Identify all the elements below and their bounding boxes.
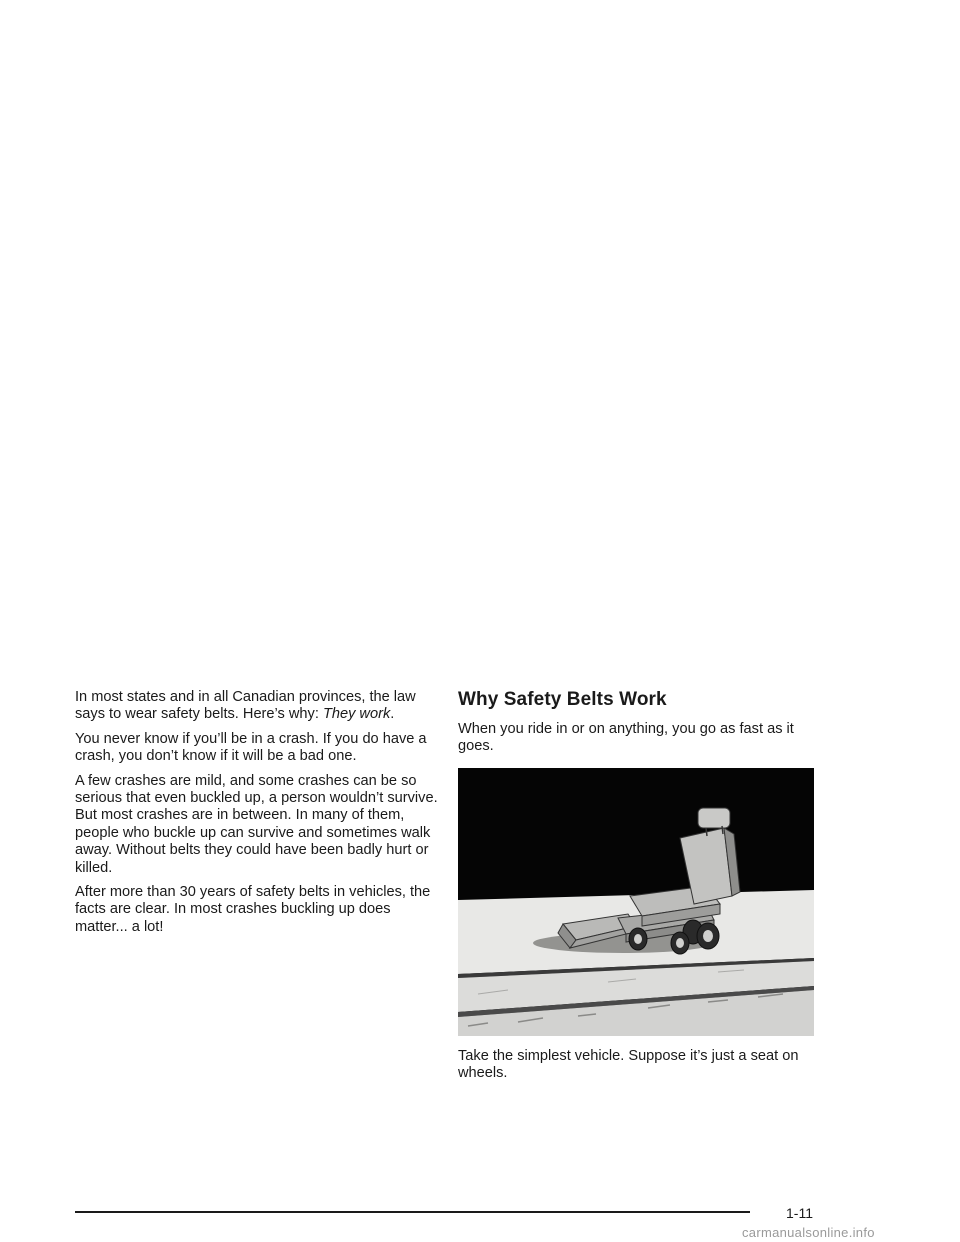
watermark: carmanualsonline.info <box>742 1225 875 1240</box>
footer-rule <box>75 1211 750 1213</box>
right-column <box>458 689 818 1090</box>
seat-on-wheels-illustration <box>458 768 814 1036</box>
paragraph-never-know: You never know if you’ll be in a crash. If you do have a crash, you don’t know if it will be a bad one. <box>75 730 427 765</box>
paragraph-law-end: . <box>390 706 395 723</box>
section-heading: Why Safety Belts Work <box>458 689 667 710</box>
page-number: 1-11 <box>786 1205 813 1221</box>
figure-caption: Take the simplest vehicle. Suppose it’s just a seat on wheels. <box>458 1047 799 1082</box>
paragraph-crash-severity: A few crashes are mild, and some crashes can be so serious that even buckled up, a person wouldn’t survive. But most crashes are in between. In many of them, people who buckle up can survive and sometimes walk away. Without belts they could have been badly hurt or killed. <box>75 772 438 876</box>
left-column <box>75 689 440 943</box>
paragraph-facts: After more than 30 years of safety belts in vehicles, the facts are clear. In most crashes buckling up does matter... a lot! <box>75 884 431 935</box>
emphasis-they-work: They work <box>322 706 391 723</box>
paragraph-intro: When you ride in or on anything, you go as fast as it goes. <box>458 721 794 755</box>
seat-on-wheels-drawing <box>458 768 814 1036</box>
paragraph-law <box>75 689 440 724</box>
paragraph-law-text: In most states and in all Canadian provinces, the law says to wear safety belts. Here’s why: <box>75 689 416 723</box>
